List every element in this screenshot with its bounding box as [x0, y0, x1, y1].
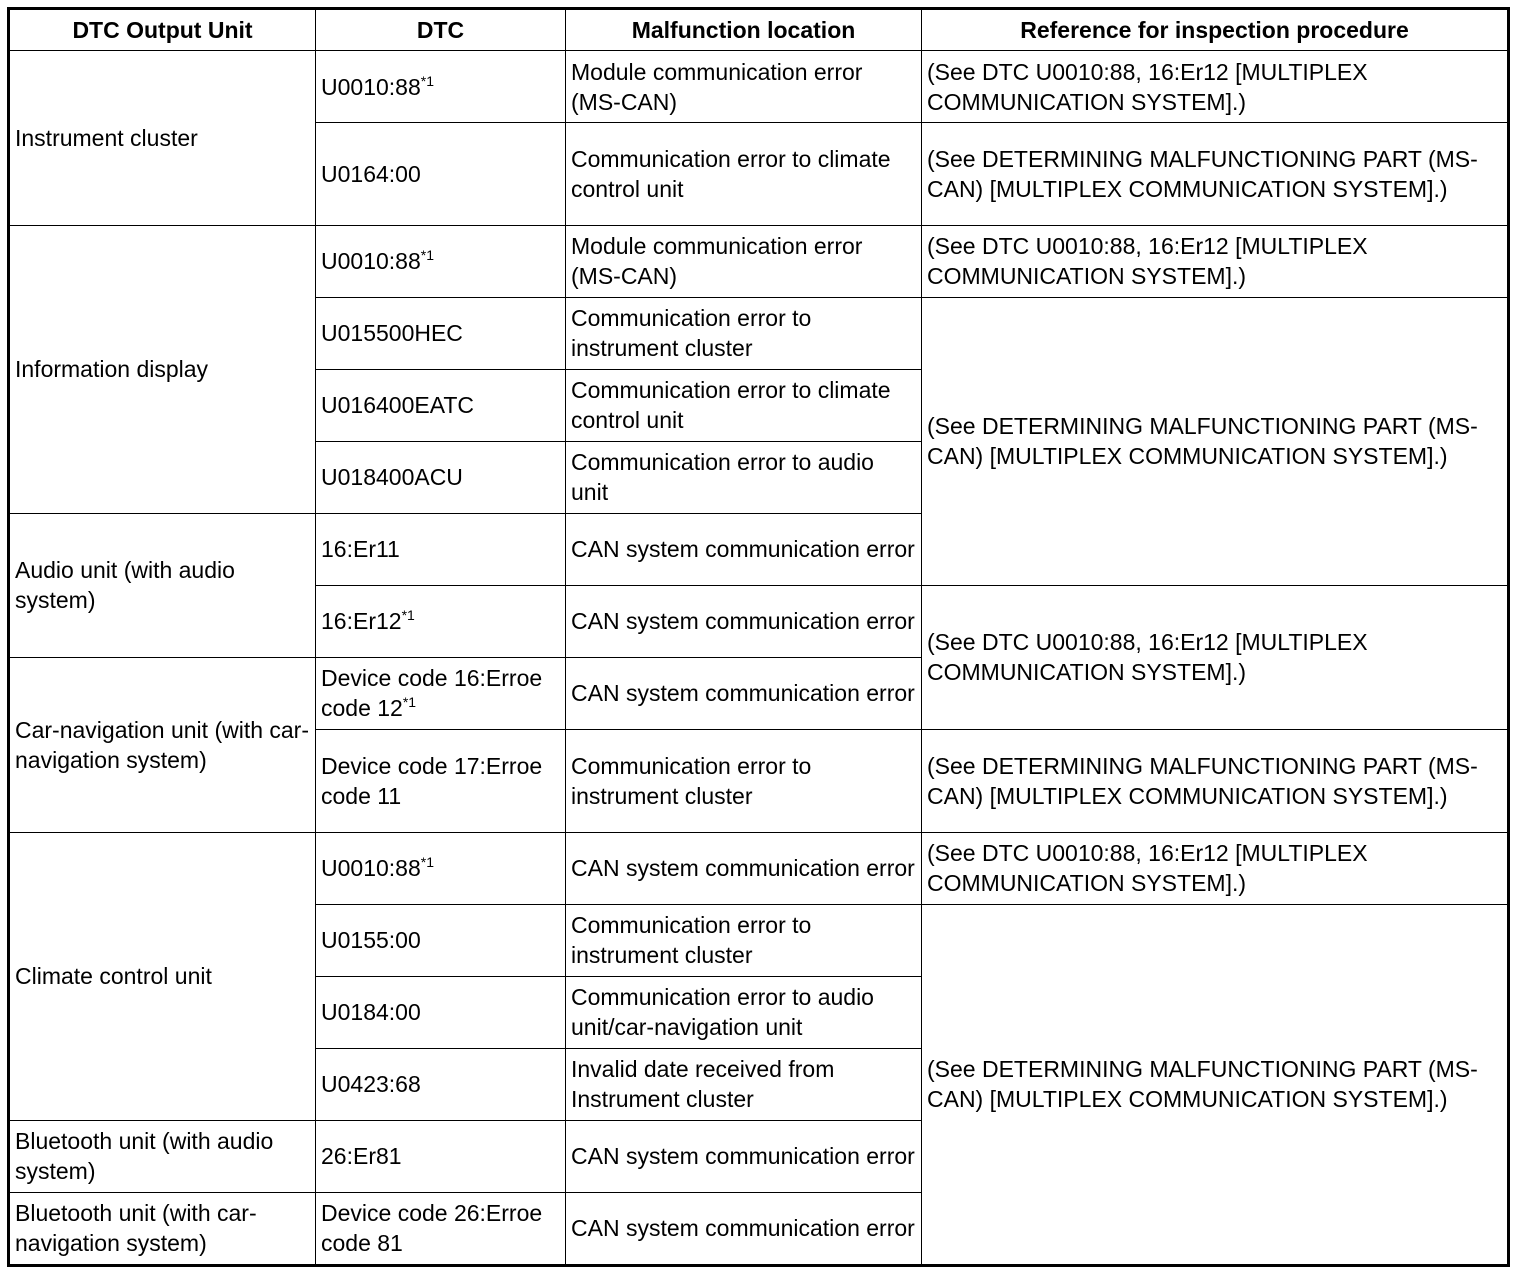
location-cell: Communication error to climate control unit [566, 369, 922, 441]
table-row [9, 832, 1509, 904]
footnote-mark: *1 [420, 854, 434, 871]
unit-cell: Bluetooth unit (with car-navigation system) [9, 1192, 316, 1265]
dtc-cell: 16:Er12$^{*1}$ [316, 585, 566, 657]
reference-cell: (See DETERMINING MALFUNCTIONING PART (MS-CAN) [MULTIPLEX COMMUNICATION SYSTEM].) [922, 297, 1509, 585]
header-dtc-output-unit: DTC Output Unit [9, 9, 316, 51]
location-cell: Module communication error (MS-CAN) [566, 225, 922, 297]
header-row [9, 9, 1509, 51]
unit-cell: Car-navigation unit (with car-navigation system) [9, 657, 316, 832]
header-reference: Reference for inspection procedure [922, 9, 1509, 51]
dtc-cell: U016400EATC [316, 369, 566, 441]
dtc-cell: U015500HEC [316, 297, 566, 369]
reference-cell: (See DETERMINING MALFUNCTIONING PART (MS-CAN) [MULTIPLEX COMMUNICATION SYSTEM].) [922, 730, 1509, 833]
location-cell: CAN system communication error [566, 832, 922, 904]
unit-cell: Audio unit (with audio system) [9, 513, 316, 657]
reference-cell: (See DETERMINING MALFUNCTIONING PART (MS-CAN) [MULTIPLEX COMMUNICATION SYSTEM].) [922, 123, 1509, 226]
header-dtc: DTC [316, 9, 566, 51]
dtc-cell: Device code 16:Erroe code 12$^{*1}$ [316, 657, 566, 729]
dtc-cell: U018400ACU [316, 441, 566, 513]
location-cell: Invalid date received from Instrument cluster [566, 1048, 922, 1120]
unit-cell: Climate control unit [9, 832, 316, 1120]
location-cell: Communication error to audio unit/car-navigation unit [566, 976, 922, 1048]
location-cell: Communication error to instrument cluster [566, 730, 922, 833]
unit-cell: Information display [9, 225, 316, 513]
dtc-cell: 16:Er11 [316, 513, 566, 585]
location-cell: CAN system communication error [566, 513, 922, 585]
location-cell: Communication error to audio unit [566, 441, 922, 513]
unit-cell: Bluetooth unit (with audio system) [9, 1120, 316, 1192]
location-cell: Communication error to instrument cluster [566, 297, 922, 369]
footnote-mark: *1 [420, 247, 434, 264]
reference-cell: (See DTC U0010:88, 16:Er12 [MULTIPLEX COMMUNICATION SYSTEM].) [922, 832, 1509, 904]
reference-cell: (See DETERMINING MALFUNCTIONING PART (MS-CAN) [MULTIPLEX COMMUNICATION SYSTEM].) [922, 904, 1509, 1265]
dtc-cell: U0010:88$^{*1}$ [316, 225, 566, 297]
unit-cell: Instrument cluster [9, 51, 316, 226]
header-malfunction-location: Malfunction location [566, 9, 922, 51]
reference-cell: (See DTC U0010:88, 16:Er12 [MULTIPLEX COMMUNICATION SYSTEM].) [922, 585, 1509, 729]
dtc-cell: U0184:00 [316, 976, 566, 1048]
dtc-cell: U0164:00 [316, 123, 566, 226]
footnote-mark: *1 [401, 607, 415, 624]
dtc-cell: 26:Er81 [316, 1120, 566, 1192]
table-row [9, 225, 1509, 297]
dtc-cell: U0010:88$^{*1}$ [316, 51, 566, 123]
dtc-cell: Device code 26:Erroe code 81 [316, 1192, 566, 1265]
dtc-cell: U0155:00 [316, 904, 566, 976]
location-cell: Module communication error (MS-CAN) [566, 51, 922, 123]
dtc-cell: U0010:88$^{*1}$ [316, 832, 566, 904]
footnote-mark: *1 [420, 72, 434, 89]
dtc-cell: U0423:68 [316, 1048, 566, 1120]
reference-cell: (See DTC U0010:88, 16:Er12 [MULTIPLEX COMMUNICATION SYSTEM].) [922, 51, 1509, 123]
table-row [9, 51, 1509, 123]
location-cell: Communication error to climate control unit [566, 123, 922, 226]
dtc-cell: Device code 17:Erroe code 11 [316, 730, 566, 833]
footnote-mark: *1 [402, 694, 417, 711]
location-cell: Communication error to instrument cluster [566, 904, 922, 976]
reference-cell: (See DTC U0010:88, 16:Er12 [MULTIPLEX COMMUNICATION SYSTEM].) [922, 225, 1509, 297]
location-cell: CAN system communication error [566, 1120, 922, 1192]
location-cell: CAN system communication error [566, 585, 922, 657]
location-cell: CAN system communication error [566, 657, 922, 729]
dtc-table [7, 7, 1510, 1267]
location-cell: CAN system communication error [566, 1192, 922, 1265]
